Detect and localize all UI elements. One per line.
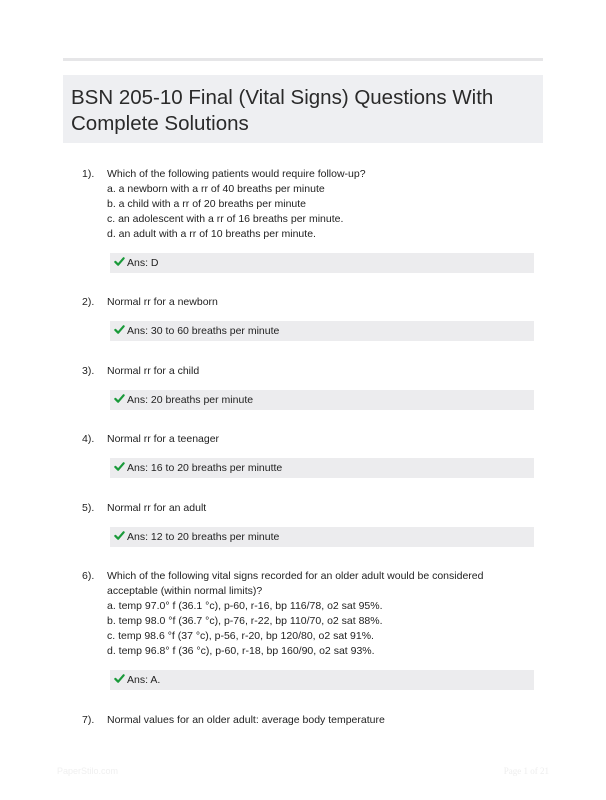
answer-text: Ans: 12 to 20 breaths per minute <box>127 531 280 543</box>
answer-text: Ans: 30 to 60 breaths per minute <box>127 325 280 337</box>
question-number: 6). <box>82 570 95 582</box>
question-number: 7). <box>82 714 95 726</box>
question-line: Normal rr for an adult <box>107 502 207 514</box>
answer-box-5 <box>110 527 534 547</box>
answer-box-2 <box>110 321 534 341</box>
answer-text: Ans: 20 breaths per minute <box>127 394 254 406</box>
option-b: b. a child with a rr of 20 breaths per minute <box>107 198 307 210</box>
option-c: c. an adolescent with a rr of 16 breaths per minute. <box>107 213 344 225</box>
question-text <box>107 295 537 310</box>
answer-box-4 <box>110 458 534 478</box>
option-b: b. temp 98.0 °f (36.7 °c), p-76, r-22, bp 110/70, o2 sat 88%. <box>107 615 383 627</box>
check-icon <box>114 256 125 267</box>
question-text <box>107 167 537 242</box>
question-number: 2). <box>82 296 95 308</box>
check-icon <box>114 324 125 335</box>
option-c: c. temp 98.6 °f (37 °c), p-56, r-20, bp 120/80, o2 sat 91%. <box>107 630 374 642</box>
question-line: Normal rr for a child <box>107 365 200 377</box>
question-text <box>107 713 537 728</box>
question-text <box>107 569 537 659</box>
option-d: d. temp 96.8° f (36 °c), p-60, r-18, bp 160/90, o2 sat 93%. <box>107 645 375 657</box>
footer-watermark: PaperStilo.com <box>57 766 119 776</box>
answer-box-3 <box>110 390 534 410</box>
check-icon <box>114 673 125 684</box>
question-number: 5). <box>82 502 95 514</box>
page-number: Page 1 of 21 <box>503 766 549 776</box>
question-line: Normal rr for a newborn <box>107 296 218 308</box>
question-text <box>107 501 537 516</box>
question-number: 3). <box>82 365 95 377</box>
question-number: 1). <box>82 168 95 180</box>
question-number: 4). <box>82 433 95 445</box>
question-text <box>107 432 537 447</box>
question-text <box>107 364 537 379</box>
question-line: Which of the following patients would require follow-up? <box>107 168 366 180</box>
answer-text: Ans: D <box>127 257 159 269</box>
answer-text: Ans: 16 to 20 breaths per minutte <box>127 462 283 474</box>
check-icon <box>114 393 125 404</box>
option-a: a. temp 97.0° f (36.1 °c), p-60, r-16, bp 116/78, o2 sat 95%. <box>107 600 383 612</box>
answer-box-6 <box>110 670 534 690</box>
title-banner <box>63 75 543 143</box>
option-d: d. an adult with a rr of 10 breaths per minute. <box>107 228 316 240</box>
check-icon <box>114 530 125 541</box>
answer-box-1 <box>110 253 534 273</box>
question-line: Which of the following vital signs recorded for an older adult would be considered <box>107 570 484 582</box>
document-title: BSN 205-10 Final (Vital Signs) Questions With Complete Solutions <box>71 86 494 135</box>
top-divider <box>63 58 543 61</box>
option-a: a. a newborn with a rr of 40 breaths per minute <box>107 183 325 195</box>
question-line: Normal rr for a teenager <box>107 433 220 445</box>
answer-text: Ans: A. <box>127 674 161 686</box>
question-line: acceptable (within normal limits)? <box>107 585 263 597</box>
question-line: Normal values for an older adult: average body temperature <box>107 714 385 726</box>
check-icon <box>114 461 125 472</box>
